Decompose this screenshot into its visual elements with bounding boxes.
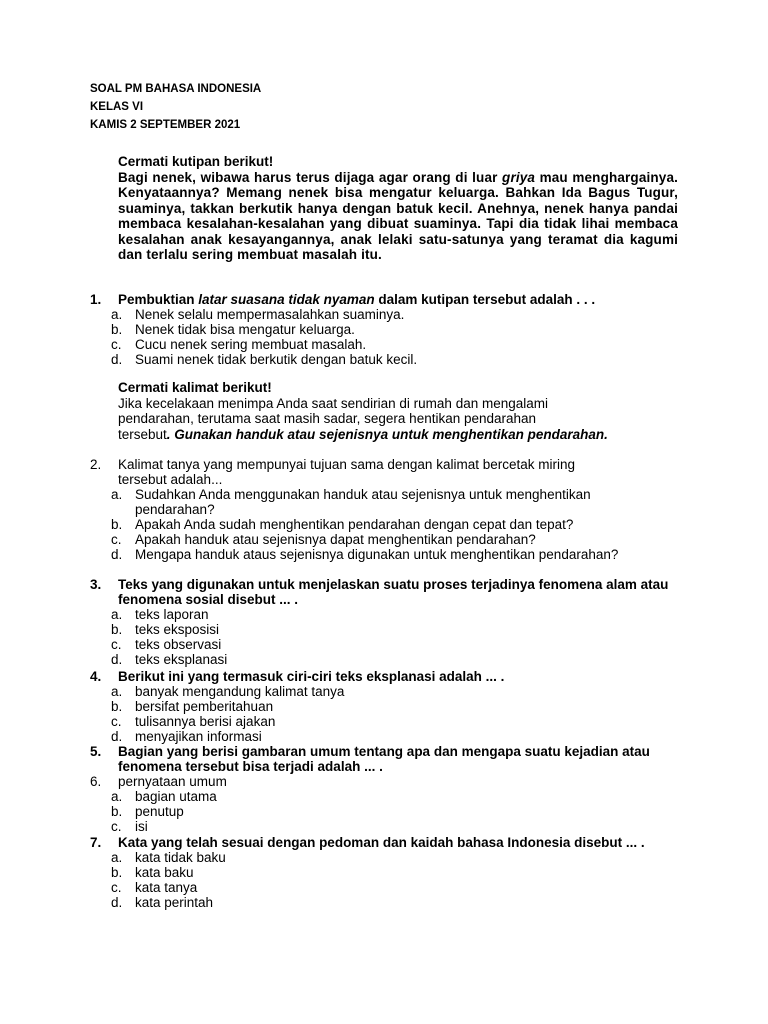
- option-d[interactable]: [111, 652, 690, 667]
- question-number: 4.: [90, 669, 102, 684]
- option-letter: d.: [111, 652, 123, 667]
- option-text: Nenek tidak bisa mengatur keluarga.: [135, 322, 355, 337]
- option-a[interactable]: [111, 487, 690, 517]
- question-2: [90, 457, 690, 562]
- option-text: teks eksplanasi: [135, 652, 228, 667]
- header-date: KAMIS 2 SEPTEMBER 2021: [90, 119, 241, 131]
- passage-2-emphasis: . Gunakan handuk atau sejenisnya untuk menghentikan pendarahan.: [166, 426, 608, 442]
- option-d[interactable]: [111, 352, 690, 367]
- passage-1-title: Cermati kutipan berikut!: [118, 154, 274, 169]
- option-a[interactable]: [111, 850, 690, 865]
- options: [111, 684, 690, 744]
- option-letter: b.: [111, 699, 123, 714]
- option-c[interactable]: [111, 637, 690, 652]
- question-stem: pernyataan umum: [118, 774, 227, 789]
- options: [111, 789, 690, 834]
- option-text: bagian utama: [135, 789, 217, 804]
- option-a[interactable]: [111, 684, 690, 699]
- options: [111, 307, 690, 367]
- option-letter: a.: [111, 307, 123, 322]
- option-text: Mengapa handuk ataus sejenisnya digunakan untuk menghentikan pendarahan?: [135, 547, 619, 562]
- option-text: menyajikan informasi: [135, 729, 262, 744]
- stem-part: dalam kutipan tersebut adalah . . .: [374, 292, 596, 307]
- question-stem: Teks yang digunakan untuk menjelaskan suatu proses terjadinya fenomena alam atau fenomena sosial disebut ... .: [118, 577, 669, 607]
- question-stem: Kata yang telah sesuai dengan pedoman dan kaidah bahasa Indonesia disebut ... .: [118, 835, 645, 850]
- option-c[interactable]: [111, 337, 690, 352]
- option-letter: b.: [111, 517, 123, 532]
- option-c[interactable]: [111, 880, 690, 895]
- options: [111, 850, 690, 910]
- option-text: Apakah Anda sudah menghentikan pendarahan dengan cepat dan tepat?: [135, 517, 574, 532]
- option-letter: c.: [111, 637, 122, 652]
- option-c[interactable]: [111, 714, 690, 729]
- stem-italic: latar suasana tidak nyaman: [198, 292, 375, 307]
- passage-1: [118, 154, 678, 263]
- option-d[interactable]: [111, 547, 690, 562]
- passage-2: [118, 380, 678, 442]
- option-c[interactable]: [111, 819, 690, 834]
- option-letter: c.: [111, 819, 122, 834]
- question-7: [90, 835, 690, 910]
- option-letter: b.: [111, 322, 123, 337]
- option-text: Nenek selalu mempermasalahkan suaminya.: [135, 307, 405, 322]
- passage-2-line: [118, 427, 678, 443]
- question-stem: Berikut ini yang termasuk ciri-ciri teks eksplanasi adalah ... .: [118, 669, 505, 684]
- option-letter: a.: [111, 607, 123, 622]
- option-c[interactable]: [111, 532, 690, 547]
- option-letter: d.: [111, 895, 123, 910]
- option-letter: c.: [111, 337, 122, 352]
- option-b[interactable]: [111, 517, 690, 532]
- question-3: [90, 577, 690, 667]
- question-4: [90, 669, 690, 744]
- option-letter: a.: [111, 487, 123, 502]
- option-text: teks laporan: [135, 607, 209, 622]
- option-d[interactable]: [111, 895, 690, 910]
- passage-2-line: pendarahan, terutama saat masih sadar, segera hentikan pendarahan: [118, 411, 537, 426]
- option-letter: c.: [111, 532, 122, 547]
- option-letter: a.: [111, 850, 123, 865]
- option-letter: c.: [111, 880, 122, 895]
- option-a[interactable]: [111, 607, 690, 622]
- document-header: [90, 80, 261, 134]
- passage-2-text-part: tersebut: [118, 426, 167, 442]
- question-6: [90, 774, 690, 834]
- option-text: Cucu nenek sering membuat masalah.: [135, 337, 367, 352]
- option-text: tulisannya berisi ajakan: [135, 714, 276, 729]
- question-5: [90, 744, 690, 774]
- question-number: 2.: [90, 457, 102, 472]
- option-letter: d.: [111, 729, 123, 744]
- option-text: kata perintah: [135, 895, 214, 910]
- option-a[interactable]: [111, 307, 690, 322]
- option-b[interactable]: [111, 804, 690, 819]
- option-text: kata tanya: [135, 880, 198, 895]
- options: [111, 607, 690, 667]
- option-letter: b.: [111, 622, 123, 637]
- question-1: [90, 292, 690, 367]
- option-b[interactable]: [111, 322, 690, 337]
- option-letter: b.: [111, 865, 123, 880]
- option-text: banyak mengandung kalimat tanya: [135, 684, 345, 699]
- option-letter: a.: [111, 789, 123, 804]
- options: [111, 487, 690, 562]
- question-number: 5.: [90, 744, 102, 759]
- option-letter: c.: [111, 714, 122, 729]
- passage-1-text: [118, 170, 678, 263]
- option-text: penutup: [135, 804, 184, 819]
- option-b[interactable]: [111, 622, 690, 637]
- option-text: Apakah handuk atau sejenisnya dapat menghentikan pendarahan?: [135, 532, 536, 547]
- option-d[interactable]: [111, 729, 690, 744]
- option-text: kata tidak baku: [135, 850, 226, 865]
- question-stem: Bagian yang berisi gambaran umum tentang apa dan mengapa suatu kejadian atau fenomena tersebut bisa terjadi adalah ... .: [118, 744, 650, 774]
- question-number: 1.: [90, 292, 102, 307]
- passage-1-italic-word: griya: [502, 169, 536, 185]
- option-letter: d.: [111, 352, 123, 367]
- option-text: teks observasi: [135, 637, 222, 652]
- passage-2-title: Cermati kalimat berikut!: [118, 380, 272, 395]
- passage-1-text-part: Bagi nenek, wibawa harus terus dijaga agar orang di luar: [118, 169, 503, 185]
- stem-part: Pembuktian: [118, 292, 199, 307]
- option-text: isi: [135, 819, 148, 834]
- header-class: KELAS VI: [90, 101, 144, 113]
- option-text: kata baku: [135, 865, 194, 880]
- question-number: 3.: [90, 577, 102, 592]
- option-text: Sudahkan Anda menggunakan handuk atau sejenisnya untuk menghentikan pendarahan?: [135, 487, 591, 517]
- option-letter: a.: [111, 684, 123, 699]
- option-letter: d.: [111, 547, 123, 562]
- question-number: 6.: [90, 774, 102, 789]
- header-subject: SOAL PM BAHASA INDONESIA: [90, 83, 262, 95]
- option-text: Suami nenek tidak berkutik dengan batuk kecil.: [135, 352, 418, 367]
- option-b[interactable]: [111, 699, 690, 714]
- question-number: 7.: [90, 835, 102, 850]
- option-b[interactable]: [111, 865, 690, 880]
- passage-2-line: Jika kecelakaan menimpa Anda saat sendirian di rumah dan mengalami: [118, 395, 548, 411]
- option-letter: b.: [111, 804, 123, 819]
- question-stem: Kalimat tanya yang mempunyai tujuan sama dengan kalimat bercetak miring tersebut adalah...: [118, 457, 575, 487]
- passage-1-text-part: mau menghargainya. Kenyataannya? Memang nenek bisa mengatur keluarga. Bahkan Ida Bagus Tugur, suaminya, takkan berkutik hanya dengan batuk kecil. Anehnya, nenek hanya pandai membaca kesalahan-kesalahan yang dibuat suaminya. Tapi dia tidak lihai membaca kesalahan anak kesayangannya, anak lelaki satu-satunya yang teramat dia kagumi dan terlalu sering membuat masalah itu.: [118, 169, 678, 262]
- option-text: bersifat pemberitahuan: [135, 699, 274, 714]
- option-a[interactable]: [111, 789, 690, 804]
- option-text: teks eksposisi: [135, 622, 220, 637]
- question-stem: [118, 292, 690, 307]
